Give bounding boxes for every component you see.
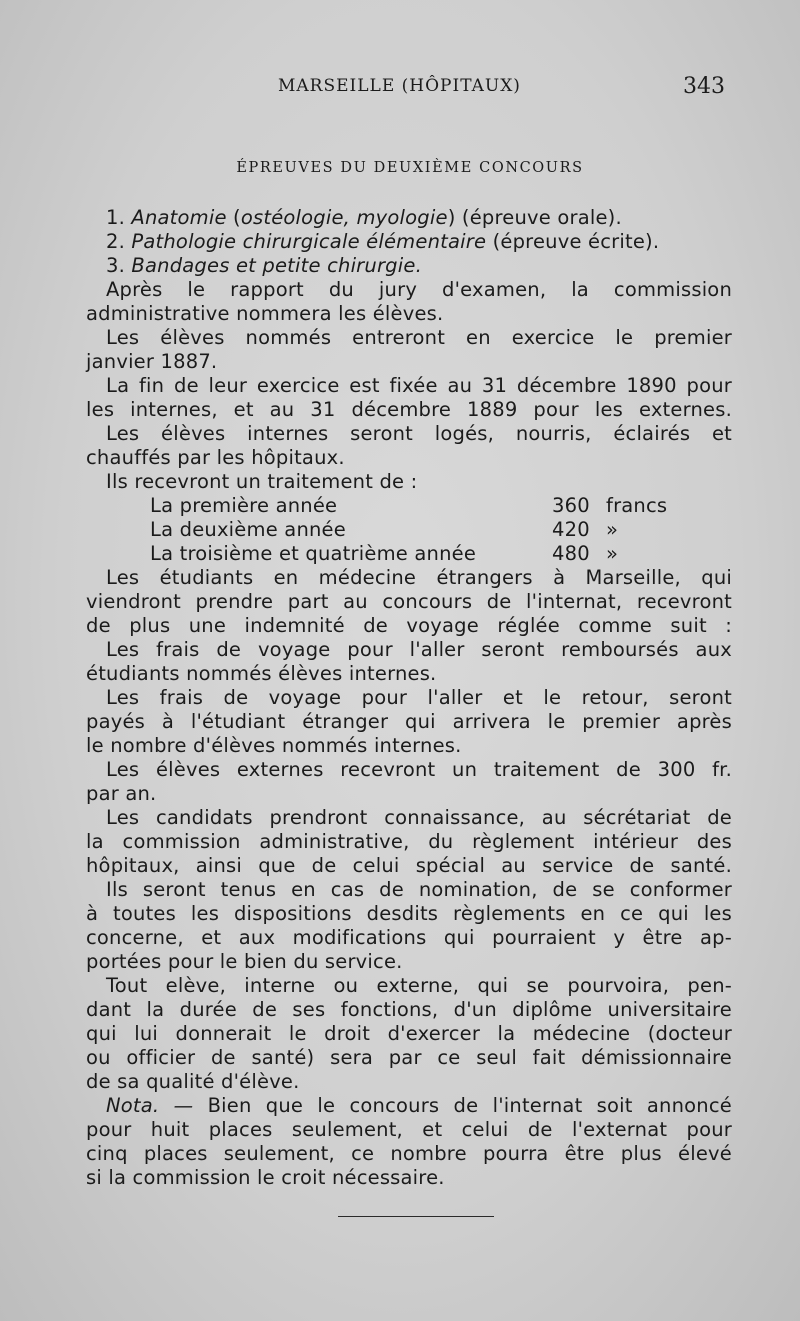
page-number: 343: [683, 74, 725, 99]
text-line: Les élèves nommés entreront en exercice le premier: [106, 326, 732, 349]
text-line: hôpitaux, ainsi que de celui spécial au service de santé.: [86, 854, 732, 877]
salary-row: La troisième et quatrième année 480 »: [150, 542, 619, 565]
note-line: Nota. — Bien que le concours de l'internat soit annoncé: [106, 1094, 732, 1117]
text-line: Les frais de voyage pour l'aller et le retour, seront: [106, 686, 732, 709]
text-line: La fin de leur exercice est fixée au 31 décembre 1890 pour: [106, 374, 732, 397]
running-head: MARSEILLE (HÔPITAUX): [278, 76, 521, 96]
text-line: janvier 1887.: [86, 350, 218, 373]
text-line: administrative nommera les élèves.: [86, 302, 444, 325]
exam-item: 2. Pathologie chirurgicale élémentaire (épreuve écrite).: [106, 230, 660, 253]
text-line: cinq places seulement, ce nombre pourra être plus élevé: [86, 1142, 732, 1165]
text-line: portées pour le bien du service.: [86, 950, 403, 973]
text-line: Les candidats prendront connaissance, au sécrétariat de: [106, 806, 732, 829]
page-header: [0, 74, 800, 106]
exam-item: 1. Anatomie (ostéologie, myologie) (épreuve orale).: [106, 206, 622, 229]
text-line: étudiants nommés élèves internes.: [86, 662, 437, 685]
body-text: [86, 206, 732, 1190]
text-line: chauffés par les hôpitaux.: [86, 446, 345, 469]
text-line: si la commission le croit nécessaire.: [86, 1166, 445, 1189]
text-line: concerne, et aux modifications qui pourraient y être ap-: [86, 926, 732, 949]
salary-row: La deuxième année 420 »: [150, 518, 619, 541]
text-line: dant la durée de ses fonctions, d'un diplôme universitaire: [86, 998, 732, 1021]
section-title: ÉPREUVES DU DEUXIÈME CONCOURS: [236, 160, 584, 176]
exam-item: 3. Bandages et petite chirurgie.: [106, 254, 422, 277]
text-line: le nombre d'élèves nommés internes.: [86, 734, 462, 757]
text-line: Les élèves internes seront logés, nourris, éclairés et: [106, 422, 732, 445]
text-line: Les élèves externes recevront un traitement de 300 fr.: [106, 758, 732, 781]
closing-rule: [338, 1216, 494, 1217]
text-line: la commission administrative, du règlement intérieur des: [86, 830, 732, 853]
text-line: les internes, et au 31 décembre 1889 pour les externes.: [86, 398, 732, 421]
text-line: Ils recevront un traitement de :: [106, 470, 418, 493]
text-line: payés à l'étudiant étranger qui arrivera le premier après: [86, 710, 732, 733]
text-line: Après le rapport du jury d'examen, la commission: [106, 278, 732, 301]
text-line: qui lui donnerait le droit d'exercer la médecine (docteur: [86, 1022, 732, 1045]
text-line: Tout elève, interne ou externe, qui se pourvoira, pen-: [106, 974, 732, 997]
text-line: de sa qualité d'élève.: [86, 1070, 300, 1093]
text-line: Les frais de voyage pour l'aller seront remboursés aux: [106, 638, 732, 661]
text-line: pour huit places seulement, et celui de l'externat pour: [86, 1118, 732, 1141]
text-line: par an.: [86, 782, 157, 805]
text-line: Ils seront tenus en cas de nomination, de se conformer: [106, 878, 732, 901]
text-line: Les étudiants en médecine étrangers à Marseille, qui: [106, 566, 732, 589]
text-line: à toutes les dispositions desdits règlements en ce qui les: [86, 902, 732, 925]
text-line: de plus une indemnité de voyage réglée comme suit :: [86, 614, 732, 637]
text-line: ou officier de santé) sera par ce seul fait démissionnaire: [86, 1046, 732, 1069]
text-line: viendront prendre part au concours de l'internat, recevront: [86, 590, 732, 613]
note-label: Nota. —: [106, 1094, 194, 1117]
salary-row: La première année 360 francs: [150, 494, 668, 517]
